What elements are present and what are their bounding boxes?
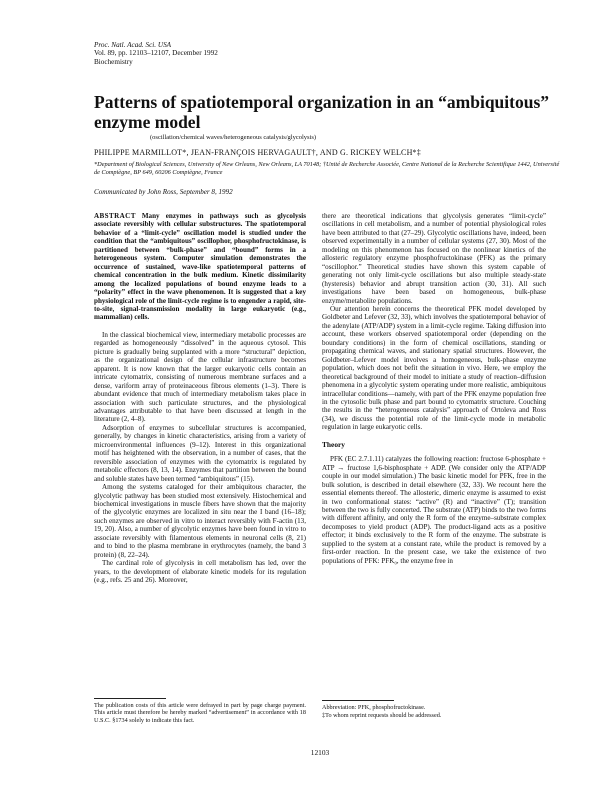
- abstract-label: ABSTRACT: [94, 212, 136, 220]
- journal-section: Biochemistry: [94, 57, 133, 66]
- footnote-publication-costs: The publication costs of this article were defrayed in part by page charge payment. This article must therefore be hereby marked “advertisement” in accordance with 18 U.S.C. §1734 solely to indicate this fact.: [94, 702, 306, 724]
- left-column: [94, 212, 306, 584]
- abstract: [94, 212, 306, 322]
- keywords: (oscillation/chemical waves/heterogeneous catalysis/glycolysis): [150, 134, 317, 141]
- journal-header: [94, 41, 218, 66]
- communicated-by: Communicated by John Ross, September 8, 1992: [94, 188, 233, 196]
- theory-paragraph: PFK (EC 2.7.1.11) catalyzes the following reaction: fructose 6-phosphate + ATP → fructose 1,6-bisphosphate + ADP. (We consider only the ATP/ADP couple in our model simulation.) The basic kinetic model for PFK, free in the bulk solution, is described in detail elsewhere (32, 33). We recount here the essential elements thereof. The allosteric, dimeric enzyme is assumed to exist in two conformational states: “active” (R) and “inactive” (T); transition between the two is fully concerted. The substrate (ATP) binds to the two forms with different affinity, and only the R form of the enzyme–substrate complex decomposes to yield product (ADP). The product-ligand acts as a positive effector; it binds exclusively to the R form of the enzyme. The substrate is supplied to the system at a constant rate, while the product is removed by a first-order reaction. In the present case, we take the existence of two populations of PFK: PFK₀, the enzyme free in: [322, 455, 546, 565]
- footnote-abbreviation: Abbreviation: PFK, phosphofructokinase.: [322, 704, 426, 711]
- right-column: [322, 212, 546, 565]
- abstract-text: Many enzymes in pathways such as glycolysis associate reversibly with cellular substructures. The spatiotemporal behavior of a “limit-cycle” oscillation model is studied under the condition that the “ambiquitous” oscillophor, phosphofructokinase, is partitioned between “bulk-phase” and “bound” forms in a heterogeneous system. Computer simulation demonstrates the occurrence of sustained, wave-like spatiotemporal patterns of chemical concentration in the bulk medium. Kinetic dissimilarity among the localized populations of bound enzyme leads to a “polarity” effect in the wave phenomenon. It is suggested that a key physiological role of the limit-cycle regime is to engender a rapid, site-to-site, signal-transmission modality in large eukaryotic (e.g., mammalian) cells.: [94, 212, 306, 322]
- body-paragraph: Our attention herein concerns the theoretical PFK model developed by Goldbeter and Lefever (32, 33), which involves the spatiotemporal behavior of the adenylate (ATP/ADP) system in a limit-cycle regime. Taking diffusion into account, these workers observed spatiotemporal order (depending on the boundary conditions) in the form of chemical oscillations, standing or propagating chemical waves, and stationary spatial structures. However, the Goldbeter–Lefever model involves a homogeneous, bulk-phase enzyme population, which does not befit the situation in vivo. Here, we employ the theoretical background of their model to initiate a study of reaction–diffusion phenomena in a glycolytic system operating under more realistic, ambiquitous intracellular conditions—namely, with part of the PFK enzyme population free in the cytosolic bulk phase and part bound to cytomatrix structure. Couching the results in the “heterogeneous catalysis” approach of Ortoleva and Ross (34), we discuss the potential role of the limit-cycle mode in metabolic regulation in large eukaryotic cells.: [322, 304, 546, 432]
- footnote-divider: [94, 698, 166, 699]
- body-paragraph: Among the systems cataloged for their ambiquitous character, the glycolytic pathway has been studied most extensively. Histochemical and biochemical investigations in muscle fibers have shown that the majority of the glycolytic enzymes are localized in situ near the I band (16–18); such enzymes are observed in vitro to interact reversibly with F-actin (13, 19, 20). Also, a number of glycolytic enzymes have been found in vitro to associate reversibly with filamentous elements in neuronal cells (8, 21) and to bind to the plasma membrane in erythrocytes (namely, the band 3 protein) (8, 22–24).: [94, 483, 306, 559]
- journal-volume: Vol. 89, pp. 12103–12107, December 1992: [94, 49, 218, 58]
- journal-citation: Proc. Natl. Acad. Sci. USA: [94, 41, 172, 49]
- authors: PHILIPPE MARMILLOT*, JEAN-FRANÇOIS HERVAGAULT†, AND G. RICKEY WELCH*‡: [94, 148, 421, 157]
- article-title: Patterns of spatiotemporal organization in an “ambiquitous” enzyme model: [94, 92, 550, 132]
- footnote-reprint: ‡To whom reprint requests should be addressed.: [322, 711, 442, 719]
- body-paragraph: In the classical biochemical view, intermediary metabolic processes are regarded as homogeneously “dissolved” in the aqueous cytosol. This picture is gradually being supplanted with a more “structural” depiction, as the organizational design of the cellular infrastructure becomes apparent. It is now known that the larger eukaryotic cells contain an intricate cytomatrix, consisting of numerous membrane surfaces and a dense, variform array of proteinaceous fibrous elements (1–3). There is abundant evidence that much of intermediary metabolism takes place in association with such particulate structures, and the physiological advantages attributable to that have been discussed at length in the literature (2, 4–8).: [94, 330, 306, 424]
- affiliations: *Department of Biological Sciences, University of New Orleans, New Orleans, LA 70148; †Unité de Recherche Associée, Centre National de la Recherche Scientifique 1442, Université de Compiègne, BP 649, 60206 Compiègne, France: [94, 161, 560, 176]
- body-paragraph: Adsorption of enzymes to subcellular structures is accompanied, generally, by changes in kinetic characteristics, arising from a variety of microenvironmental influences (9–12). Interest in this organizational motif has heightened with the observation, in a number of cases, that the reversible association of enzymes with the cytomatrix is regulated by metabolic effectors (8, 13, 14). Enzymes that partition between the bound and soluble states have been termed “ambiquitous” (15).: [94, 423, 306, 483]
- footnote-right: [322, 704, 546, 719]
- body-paragraph: there are theoretical indications that glycolysis generates “limit-cycle” oscillations in cell metabolism, and a number of potential physiological roles have been attributed to that (27–29). Glycolytic oscillations have, indeed, been observed experimentally in a number of cellular systems (27, 30). Most of the modeling on this phenomenon has focused on the nonlinear kinetics of the allosteric regulatory enzyme phosphofructokinase (PFK) as the primary “oscillophor.” Theoretical studies have shown this system capable of generating not only limit-cycle oscillations but also multiple steady-state (hysteresis) behavior and abrupt transition action (30, 31). All such investigations have been based on homogeneous, bulk-phase enzyme/metabolite populations.: [322, 212, 546, 305]
- body-paragraph: The cardinal role of glycolysis in cell metabolism has led, over the years, to the development of elaborate kinetic models for its regulation (e.g., refs. 25 and 26). Moreover,: [94, 559, 306, 585]
- page-number: 12103: [310, 748, 330, 757]
- theory-heading: Theory: [322, 439, 345, 449]
- footnote-divider: [322, 700, 394, 701]
